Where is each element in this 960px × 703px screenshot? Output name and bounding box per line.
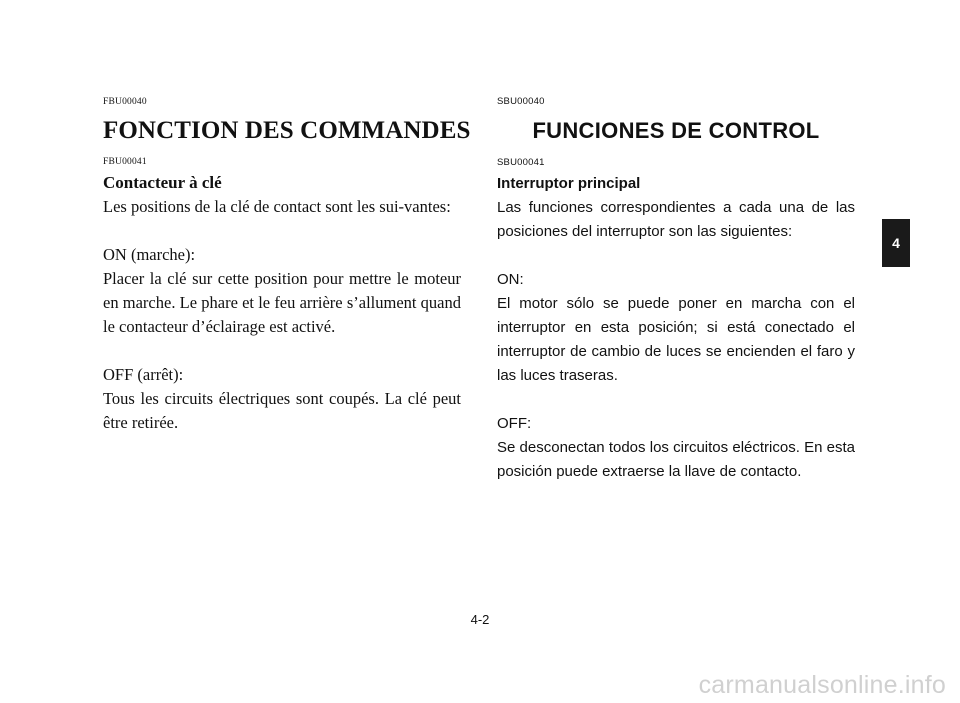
section-title: FUNCIONES DE CONTROL [532,118,820,143]
on-description: El motor sólo se puede poner en marcha con el interruptor en esta posición; si está conectado el interruptor de cambio de luces se encienden el faro y las luces traseras. [497,295,855,384]
on-description: Placer la clé sur cette position pour mettre le moteur en marche. Le phare et le feu arrière s’allument quand le contacteur d’éclairage est activé. [103,269,461,336]
on-label: ON (marche): [103,245,196,264]
section-code: FBU00040 [103,97,147,107]
section-code: SBU00040 [497,96,545,107]
section-title: FONCTION DES COMMANDES [103,117,471,144]
subsection-code: SBU00041 [497,157,545,168]
intro-paragraph: Las funciones correspondientes a cada una de las posiciones del interruptor son las siguientes: [497,199,855,240]
subsection-heading: Interruptor principal [497,175,641,192]
subsection-code: FBU00041 [103,157,147,167]
watermark: carmanualsonline.info [698,671,946,699]
french-column [103,96,471,435]
off-description: Se desconectan todos los circuitos eléctricos. En esta posición puede extraerse la llave de contacto. [497,439,855,480]
on-label: ON: [497,271,524,288]
page-number: 4-2 [470,612,490,627]
intro-paragraph: Les positions de la clé de contact sont les sui-vantes: [103,197,451,216]
off-description: Tous les circuits électriques sont coupés. La clé peut être retirée. [103,389,461,432]
chapter-tab: 4 [882,219,910,267]
off-label: OFF (arrêt): [103,365,184,384]
off-label: OFF: [497,415,532,432]
spanish-column [497,96,855,484]
subsection-heading: Contacteur à clé [103,173,222,192]
